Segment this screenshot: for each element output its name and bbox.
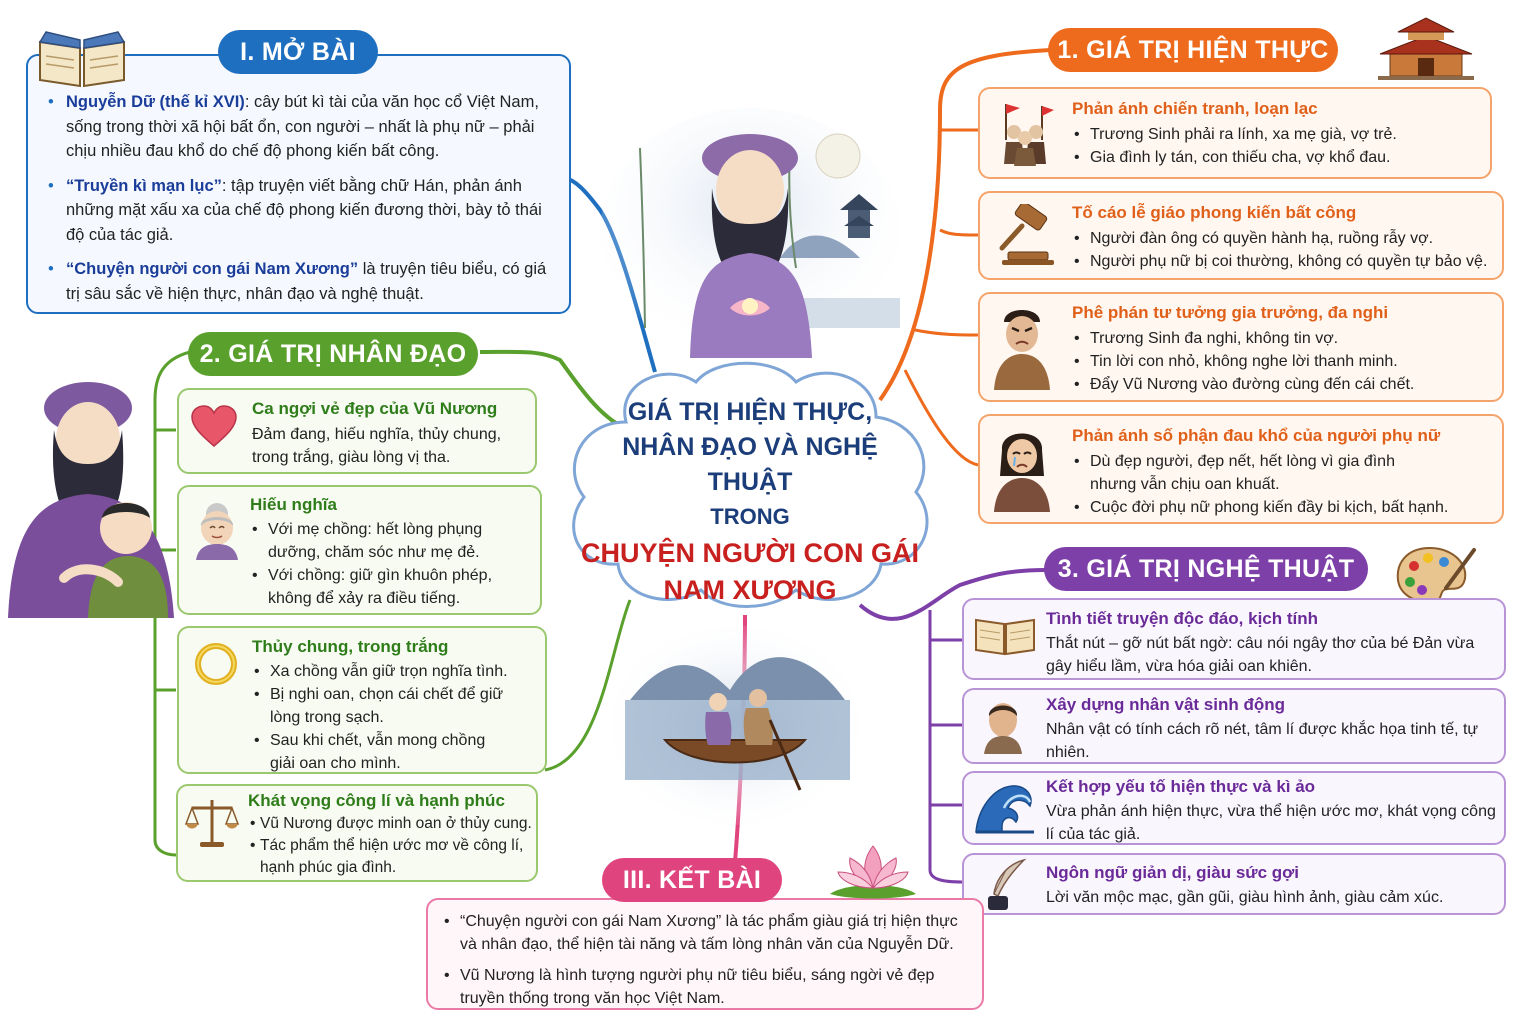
woman-lotus-illustration	[600, 108, 900, 358]
realism-card-item: • Trương Sinh phải ra lính, xa mẹ già, vợ trẻ.	[1072, 123, 1484, 146]
art-card-title: Kết hợp yếu tố hiện thực và kì ảo	[1046, 777, 1316, 796]
realism-card-item: • Người phụ nữ bị coi thường, không có quyền tự bảo vệ.	[1072, 250, 1502, 273]
open-book-icon	[974, 614, 1036, 656]
conclusion-title: III. KẾT BÀI	[602, 858, 782, 902]
humanity-title: 2. GIÁ TRỊ NHÂN ĐẠO	[188, 332, 478, 376]
realism-card-title: Phản ánh số phận đau khổ của người phụ nữ	[1072, 426, 1441, 445]
book-icon	[36, 28, 128, 90]
center-line-1: GIÁ TRỊ HIỆN THỰC,	[627, 398, 873, 426]
humanity-card-item: • Tác phẩm thể hiện ước mơ về công lí, hạnh phúc gia đình.	[248, 835, 538, 879]
mother-child-illustration	[8, 368, 178, 618]
humanity-card-item: • Xa chồng vẫn giữ trọn nghĩa tình.	[252, 660, 542, 683]
intro-item-text: : cây bút kì tài của văn học cổ Việt Nam, sống trong thời xã hội bất ổn, con người – nhất là phụ nữ – phải chịu nhiều đau khổ do chế độ phong kiến bất công.	[66, 93, 539, 160]
lotus-icon	[826, 836, 920, 900]
intro-item: • “Chuyện người con gái Nam Xương” là truyện tiêu biểu, có giá trị sâu sắc về hiện thực, nhân đạo và nghệ thuật.	[48, 260, 547, 303]
art-card-text: Vừa phản ánh hiện thực, vừa thể hiện ước mơ, khát vọng công lí của tác giả.	[1046, 803, 1496, 843]
humanity-card-title: Hiếu nghĩa	[250, 495, 337, 514]
realism-card-item: • Người đàn ông có quyền hành hạ, ruồng rẫy vợ.	[1072, 227, 1502, 250]
realism-card-item: • Tin lời con nhỏ, không nghe lời thanh minh.	[1072, 350, 1492, 373]
humanity-card-item: • Với chồng: giữ gìn khuôn phép, không để xảy ra điều tiếng.	[250, 564, 538, 610]
humanity-card-text: Đảm đang, hiếu nghĩa, thủy chung, trong trắng, giàu lòng vị tha.	[252, 426, 502, 466]
conclusion-item: • “Chuyện người con gái Nam Xương” là tác phẩm giàu giá trị hiện thực và nhân đạo, thể hiện tài năng và tấm lòng nhân văn của Nguyễn Dữ.	[442, 910, 974, 956]
art-card-text: Nhân vật có tính cách rõ nét, tâm lí được khắc họa tinh tế, tự nhiên.	[1046, 721, 1479, 761]
humanity-card-item: • Bị nghi oan, chọn cái chết để giữ lòng trong sạch.	[252, 683, 542, 729]
temple-icon	[1376, 14, 1476, 80]
humanity-card-item: • Với mẹ chồng: hết lòng phụng dưỡng, chăm sóc như mẹ đẻ.	[250, 518, 538, 564]
grandmother-icon	[190, 500, 244, 560]
realism-card-title: Phản ánh chiến tranh, loạn lạc	[1072, 99, 1318, 118]
humanity-card-item: • Sau khi chết, vẫn mong chồng giải oan cho mình.	[252, 729, 542, 775]
realism-card-item: • Trương Sinh đa nghi, không tin vợ.	[1072, 327, 1492, 350]
wave-icon	[974, 780, 1036, 834]
humanity-card-title: Ca ngợi vẻ đẹp của Vũ Nương	[252, 399, 498, 418]
gavel-icon	[992, 204, 1056, 266]
intro-item-strong: Nguyễn Dữ (thế kỉ XVI)	[66, 93, 245, 111]
intro-title: I. MỞ BÀI	[218, 30, 378, 74]
center-line-5: NAM XƯƠNG	[663, 575, 837, 605]
humanity-card-title: Khát vọng công lí và hạnh phúc	[248, 791, 505, 810]
intro-list	[46, 90, 558, 306]
quill-icon	[982, 858, 1030, 912]
scales-icon	[184, 796, 240, 848]
realism-title: 1. GIÁ TRỊ HIỆN THỰC	[1048, 28, 1338, 72]
art-card-text: Lời văn mộc mạc, gần gũi, giàu hình ảnh, giàu cảm xúc.	[1046, 889, 1444, 906]
center-line-2: NHÂN ĐẠO VÀ NGHỆ THUẬT	[622, 433, 878, 496]
intro-item-text: là truyện tiêu biểu, có giá trị sâu sắc về hiện thực, nhân đạo và nghệ thuật.	[66, 260, 547, 303]
sad-woman-icon	[990, 424, 1054, 512]
realism-card-item: • Đẩy Vũ Nương vào đường cùng đến cái chết.	[1072, 373, 1492, 396]
angry-man-icon	[990, 302, 1054, 390]
art-card-text: Thắt nút – gỡ nút bất ngờ: câu nói ngây thơ của bé Đản vừa gây hiểu lầm, vừa hóa giải oan khiên.	[1046, 635, 1475, 675]
art-card-title: Tình tiết truyện độc đáo, kịch tính	[1046, 609, 1319, 628]
conclusion-item: • Vũ Nương là hình tượng người phụ nữ tiêu biểu, sáng ngời vẻ đẹp truyền thống trong văn học Việt Nam.	[442, 964, 974, 1010]
soldiers-icon	[992, 100, 1058, 166]
art-title: 3. GIÁ TRỊ NGHỆ THUẬT	[1044, 547, 1368, 591]
palette-icon	[1394, 544, 1476, 606]
boat-illustration	[610, 620, 860, 830]
realism-card-title: Tố cáo lễ giáo phong kiến bất công	[1072, 203, 1357, 222]
center-line-3: TRONG	[710, 504, 790, 529]
realism-card-item: • Gia đình ly tán, con thiếu cha, vợ khổ đau.	[1072, 146, 1484, 169]
art-card-title: Ngôn ngữ giản dị, giàu sức gợi	[1046, 863, 1299, 882]
intro-item-text: : tập truyện viết bằng chữ Hán, phản ánh những mặt xấu xa của chế độ phong kiến đương thời, bày tỏ thái độ của tác giả.	[66, 176, 542, 244]
realism-card-item: • Dù đẹp người, đẹp nết, hết lòng vì gia đình nhưng vẫn chịu oan khuất.	[1072, 450, 1492, 496]
heart-icon	[190, 404, 238, 448]
humanity-card-item: • Vũ Nương được minh oan ở thủy cung.	[248, 813, 538, 835]
intro-item: • “Truyền kì mạn lục”: tập truyện viết bằng chữ Hán, phản ánh những mặt xấu xa của chế độ phong kiến đương thời, bày tỏ thái độ của tác giả.	[48, 176, 542, 244]
intro-item: • Nguyễn Dữ (thế kỉ XVI): cây bút kì tài của văn học cổ Việt Nam, sống trong thời xã hội bất ổn, con người – nhất là phụ nữ – phải chịu nhiều đau khổ do chế độ phong kiến bất công.	[48, 93, 539, 160]
art-card-title: Xây dựng nhân vật sinh động	[1046, 695, 1285, 714]
realism-card-title: Phê phán tư tưởng gia trưởng, đa nghi	[1072, 303, 1389, 322]
center-line-4: CHUYỆN NGƯỜI CON GÁI	[581, 538, 919, 568]
conclusion-list	[442, 910, 974, 1010]
center-title	[580, 395, 920, 608]
realism-card-item: • Cuộc đời phụ nữ phong kiến đầy bi kịch, bất hạnh.	[1072, 496, 1492, 519]
intro-item-strong: “Truyền kì mạn lục”	[66, 176, 222, 195]
person-head-icon	[980, 698, 1026, 754]
humanity-card-title: Thủy chung, trong trắng	[252, 637, 449, 656]
intro-item-strong: “Chuyện người con gái Nam Xương”	[66, 260, 359, 278]
ring-icon	[192, 640, 240, 688]
